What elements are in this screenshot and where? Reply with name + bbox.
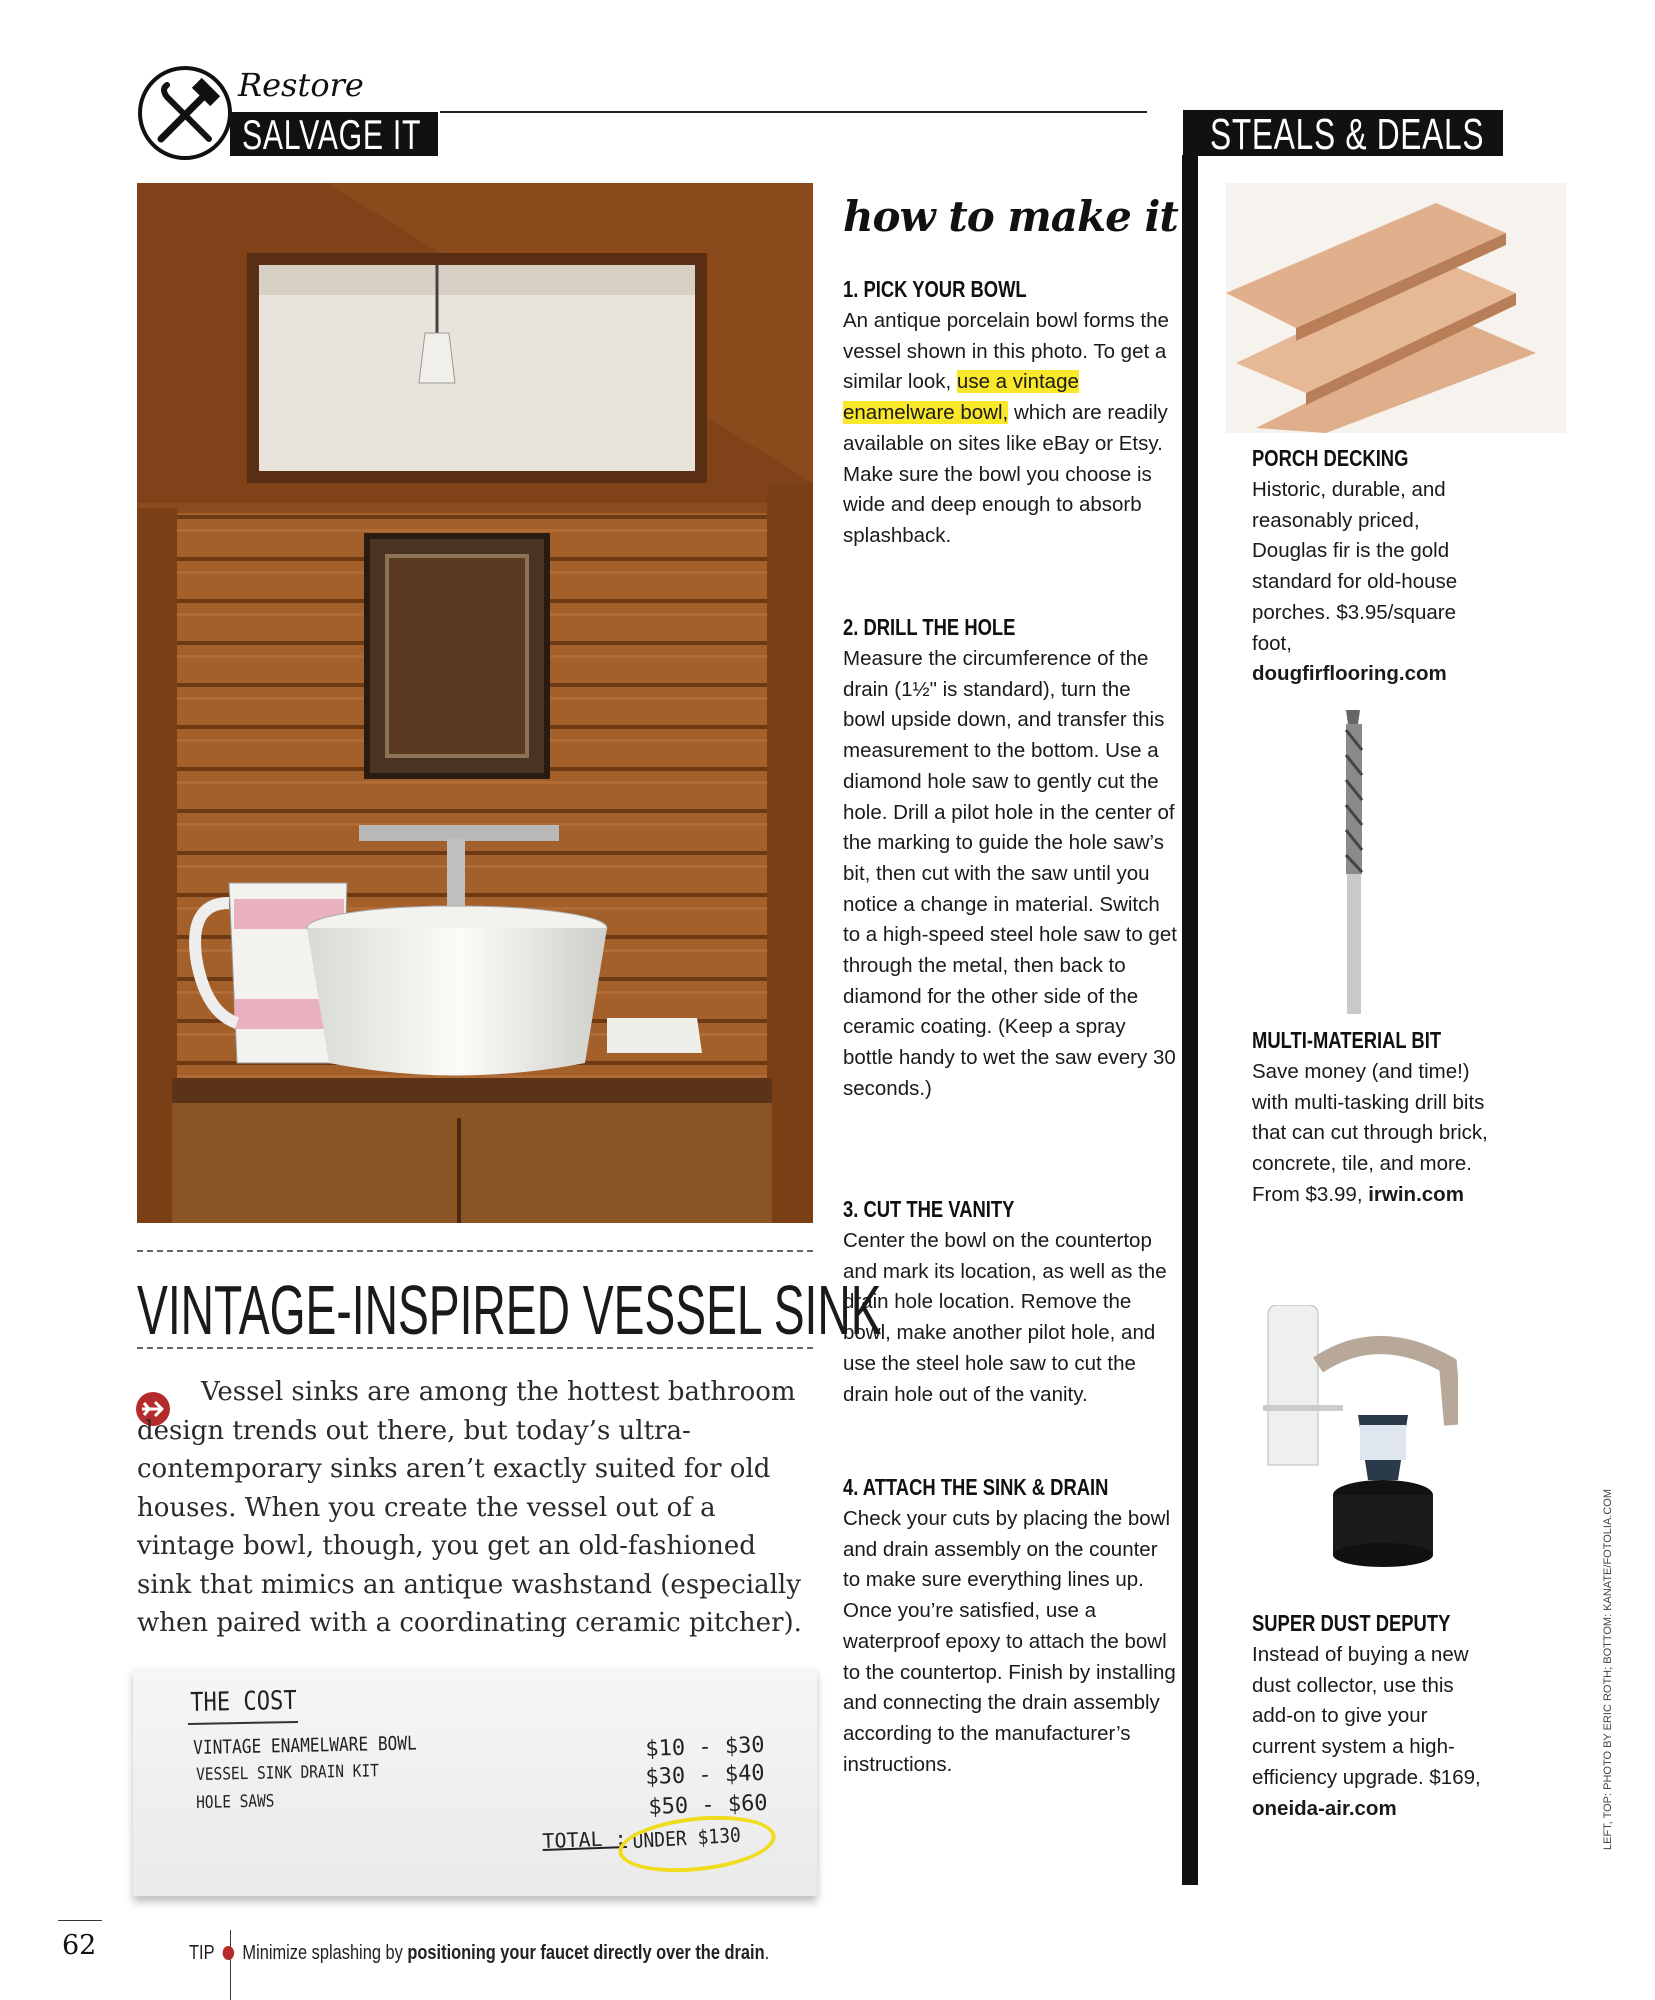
vessel-sink-photo xyxy=(137,183,813,1223)
page-number: 62 xyxy=(62,1930,97,1961)
step-body: Check your cuts by placing the bowl and drain assembly on the counter to make sure everything lines up. Once you’re satisfied, use a waterproof epoxy to attach the bowl to the countertop. Finish by installing and connecting the drain assembly according to the manufacturer’s instructions. xyxy=(843,1507,1176,1776)
cost-item-label: VINTAGE ENAMELWARE BOWL xyxy=(193,1732,417,1759)
product-description: Historic, durable, and reasonably priced, Douglas fir is the gold standard for old-house porches. $3.95/square foot, xyxy=(1252,478,1458,655)
product-body xyxy=(1252,1057,1492,1211)
tip-text-bold: positioning your faucet directly over the drain xyxy=(407,1942,765,1964)
step-heading: 3. CUT THE VANITY xyxy=(843,1196,1015,1222)
product-description: Instead of buying a new dust collector, use this add-on to give your current system a high-efficiency upgrade. $169, xyxy=(1252,1643,1481,1789)
sidebar-title: STEALS & DEALS xyxy=(1210,110,1485,159)
cost-item-price: $10 - $30 xyxy=(645,1732,766,1762)
title-rule-top xyxy=(137,1250,813,1252)
cost-item-price: $50 - $60 xyxy=(648,1790,769,1820)
step-body-highlight: use a vintage enamelware bowl, xyxy=(843,370,1079,425)
product-description: Save money (and time!) with multi-tasking drill bits that can cut through brick, concrete, tile, and more. From $3.99, xyxy=(1252,1060,1488,1206)
tip-bullet-icon xyxy=(223,1946,234,1960)
product-link[interactable]: oneida-air.com xyxy=(1252,1796,1397,1820)
product-body xyxy=(1252,1640,1492,1824)
drill-bit-photo xyxy=(1328,710,1378,1015)
cost-title: THE COST xyxy=(190,1685,297,1718)
page-number-rule xyxy=(58,1920,102,1921)
step-body: Measure the circumference of the drain (1½" is standard), turn the bowl upside down, and transfer this measurement to the bottom. Use a diamond hole saw to gently cut the hole. Drill a pilot hole in the center of the marking to guide the hole saw’s bit, then cut with the saw until you notice a change in material. Switch to a high-speed steel hole saw to get through the metal, then back to diamond for the other side of the ceramic coating. (Keep a spray bottle handy to wet the saw every 30 seconds.) xyxy=(843,647,1177,1100)
section-kicker: Restore xyxy=(238,66,364,104)
product-heading: PORCH DECKING xyxy=(1252,445,1409,471)
cost-item-price: $30 - $40 xyxy=(645,1760,766,1790)
step-body xyxy=(843,306,1178,552)
product-body xyxy=(1252,475,1492,690)
dust-deputy-photo xyxy=(1258,1305,1458,1570)
cost-item-label: VESSEL SINK DRAIN KIT xyxy=(196,1761,379,1785)
how-to-title: how to make it xyxy=(843,192,1178,241)
porch-decking-photo xyxy=(1226,183,1566,433)
product-link[interactable]: irwin.com xyxy=(1368,1182,1464,1206)
hammer-crowbar-logo-icon xyxy=(137,65,233,161)
step-body-text: An antique porcelain bowl forms the vessel shown in this photo. To get a similar look, xyxy=(843,309,1169,394)
sidebar-rule xyxy=(1182,155,1198,1885)
product-heading: MULTI-MATERIAL BIT xyxy=(1252,1027,1442,1053)
step-body-text: which are readily available on sites like eBay or Etsy. Make sure the bowl you choose is wide and deep enough to absorb splashback. xyxy=(843,401,1168,547)
cost-item-label: HOLE SAWS xyxy=(196,1791,275,1813)
article-intro: Vessel sinks are among the hottest bathroom design trends out there, but today’s ultra-contemporary sinks aren’t exactly suited for old houses. When you create the vessel out of a vintage bowl, though, you get an old-fashioned sink that mimics an antique washstand (especially when paired with a coordinating ceramic pitcher). xyxy=(137,1377,802,1638)
step-heading: 4. ATTACH THE SINK & DRAIN xyxy=(843,1474,1109,1500)
cost-total-value: UNDER $130 xyxy=(632,1822,742,1853)
tip-text: Minimize splashing by xyxy=(242,1942,403,1964)
product-heading: SUPER DUST DEPUTY xyxy=(1252,1610,1451,1636)
section-label: SALVAGE IT xyxy=(242,111,422,158)
product-link[interactable]: dougfirflooring.com xyxy=(1252,662,1447,686)
step-heading: 2. DRILL THE HOLE xyxy=(843,614,1016,640)
header-rule xyxy=(440,111,1147,113)
tip-line xyxy=(189,1942,769,1965)
step-heading: 1. PICK YOUR BOWL xyxy=(843,276,1027,302)
title-rule-bottom xyxy=(137,1347,813,1349)
cost-total-label: TOTAL : xyxy=(542,1826,628,1853)
tip-text-end: . xyxy=(764,1942,770,1964)
step-body: Center the bowl on the countertop and mark its location, as well as the drain hole location. Remove the bowl, make another pilot hole, and use the steel hole saw to cut the drain hole out of the vanity. xyxy=(843,1229,1167,1406)
footer-divider xyxy=(230,1930,231,2000)
article-title: VINTAGE-INSPIRED VESSEL SINK xyxy=(137,1271,882,1349)
tip-label: TIP xyxy=(189,1942,215,1964)
photo-credit: LEFT, TOP: PHOTO BY ERIC ROTH; BOTTOM: KANATE/FOTOLIA.COM xyxy=(1602,1488,1614,1850)
